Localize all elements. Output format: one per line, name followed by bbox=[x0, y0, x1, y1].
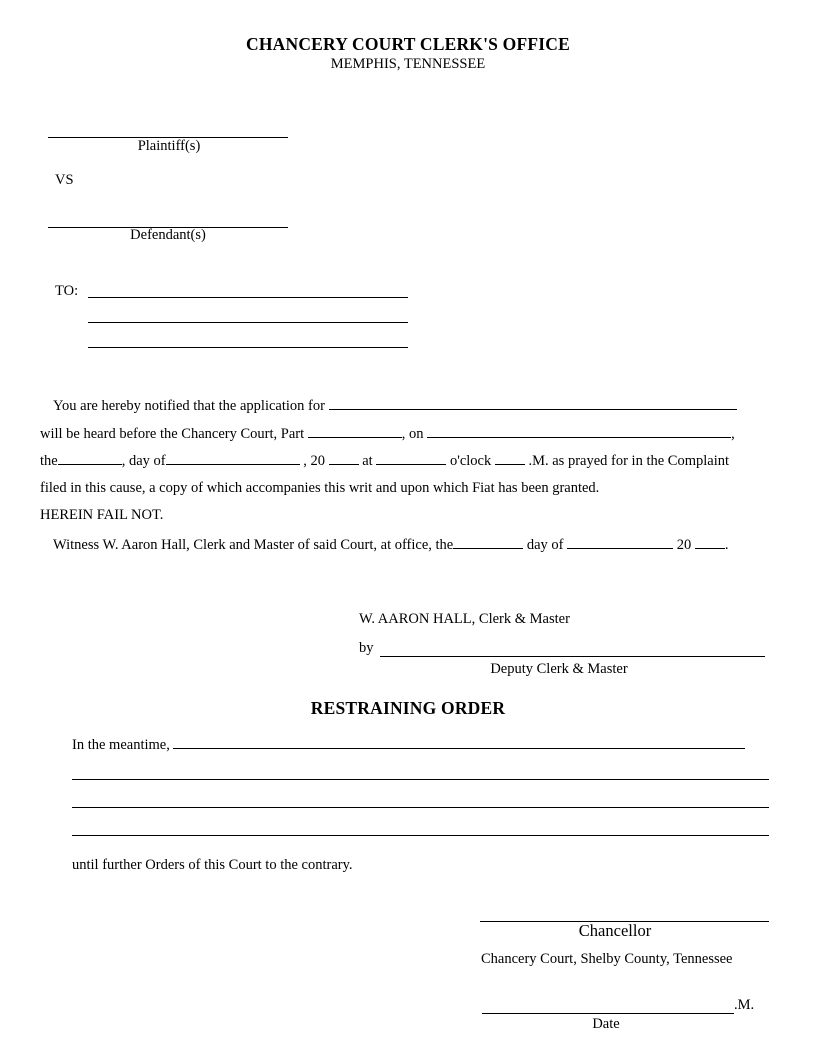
order-line-3[interactable] bbox=[72, 835, 769, 836]
clerk-name: W. AARON HALL, Clerk & Master bbox=[359, 611, 570, 627]
part-field[interactable] bbox=[308, 425, 402, 438]
witness-year-prefix: 20 bbox=[676, 537, 692, 553]
restraining-order-title: RESTRAINING ORDER bbox=[310, 698, 506, 718]
to-line-2[interactable] bbox=[88, 322, 408, 323]
witness-line bbox=[53, 536, 729, 554]
date-label: Date bbox=[592, 1016, 620, 1032]
plaintiff-label: Plaintiff(s) bbox=[137, 138, 201, 154]
notice-at-text: at bbox=[362, 453, 373, 469]
witness-text: Witness W. Aaron Hall, Clerk and Master of said Court, at office, the bbox=[53, 537, 454, 553]
year-field[interactable] bbox=[329, 452, 359, 465]
application-field[interactable] bbox=[329, 397, 737, 410]
defendant-label: Defendant(s) bbox=[130, 227, 206, 243]
office-location: MEMPHIS, TENNESSEE bbox=[330, 56, 486, 72]
office-title: CHANCERY COURT CLERK'S OFFICE bbox=[246, 34, 570, 54]
herein-fail-not: HEREIN FAIL NOT. bbox=[40, 507, 164, 523]
to-line-3[interactable] bbox=[88, 347, 408, 348]
meantime-field[interactable] bbox=[173, 736, 745, 749]
to-label: TO: bbox=[55, 283, 79, 299]
day-field[interactable] bbox=[58, 452, 122, 465]
notice-on-text: , on bbox=[401, 426, 424, 442]
hearing-date-field[interactable] bbox=[427, 425, 731, 438]
chancellor-court: Chancery Court, Shelby County, Tennessee bbox=[481, 951, 733, 967]
notice-line-3 bbox=[40, 452, 729, 470]
witness-dayof-text: day of bbox=[526, 537, 564, 553]
meantime-line bbox=[72, 736, 745, 754]
notice-oclock-text: o'clock bbox=[449, 453, 492, 469]
date-line[interactable] bbox=[482, 1013, 734, 1014]
vs-label: VS bbox=[55, 172, 74, 188]
witness-year-field[interactable] bbox=[695, 536, 725, 549]
ampm-field[interactable] bbox=[495, 452, 525, 465]
month-field[interactable] bbox=[166, 452, 300, 465]
until-further-orders: until further Orders of this Court to the contrary. bbox=[72, 857, 353, 873]
date-m-suffix: .M. bbox=[734, 997, 755, 1013]
deputy-label: Deputy Clerk & Master bbox=[490, 661, 628, 677]
notice-line-1 bbox=[53, 397, 737, 415]
order-line-2[interactable] bbox=[72, 807, 769, 808]
notice-comma: , bbox=[731, 426, 735, 442]
notice-line-2 bbox=[40, 425, 735, 443]
witness-month-field[interactable] bbox=[567, 536, 673, 549]
by-label: by bbox=[359, 640, 374, 656]
notice-line-4: filed in this cause, a copy of which accompanies this writ and upon which Fiat has been granted. bbox=[40, 480, 600, 496]
notice-the-text: the bbox=[40, 453, 58, 469]
notice-prayed-text: .M. as prayed for in the Complaint bbox=[528, 453, 730, 469]
witness-period: . bbox=[724, 537, 729, 553]
time-field[interactable] bbox=[376, 452, 446, 465]
witness-day-field[interactable] bbox=[453, 536, 523, 549]
meantime-label: In the meantime, bbox=[72, 737, 170, 753]
notice-year-prefix: , 20 bbox=[303, 453, 325, 469]
deputy-signature-line[interactable] bbox=[380, 656, 765, 657]
notice-dayof-text: , day of bbox=[121, 453, 166, 469]
order-line-1[interactable] bbox=[72, 779, 769, 780]
notice-application-text: You are hereby notified that the application for bbox=[53, 398, 325, 414]
to-line-1[interactable] bbox=[88, 297, 408, 298]
notice-part-text: will be heard before the Chancery Court, Part bbox=[40, 426, 305, 442]
chancellor-title: Chancellor bbox=[578, 921, 652, 940]
